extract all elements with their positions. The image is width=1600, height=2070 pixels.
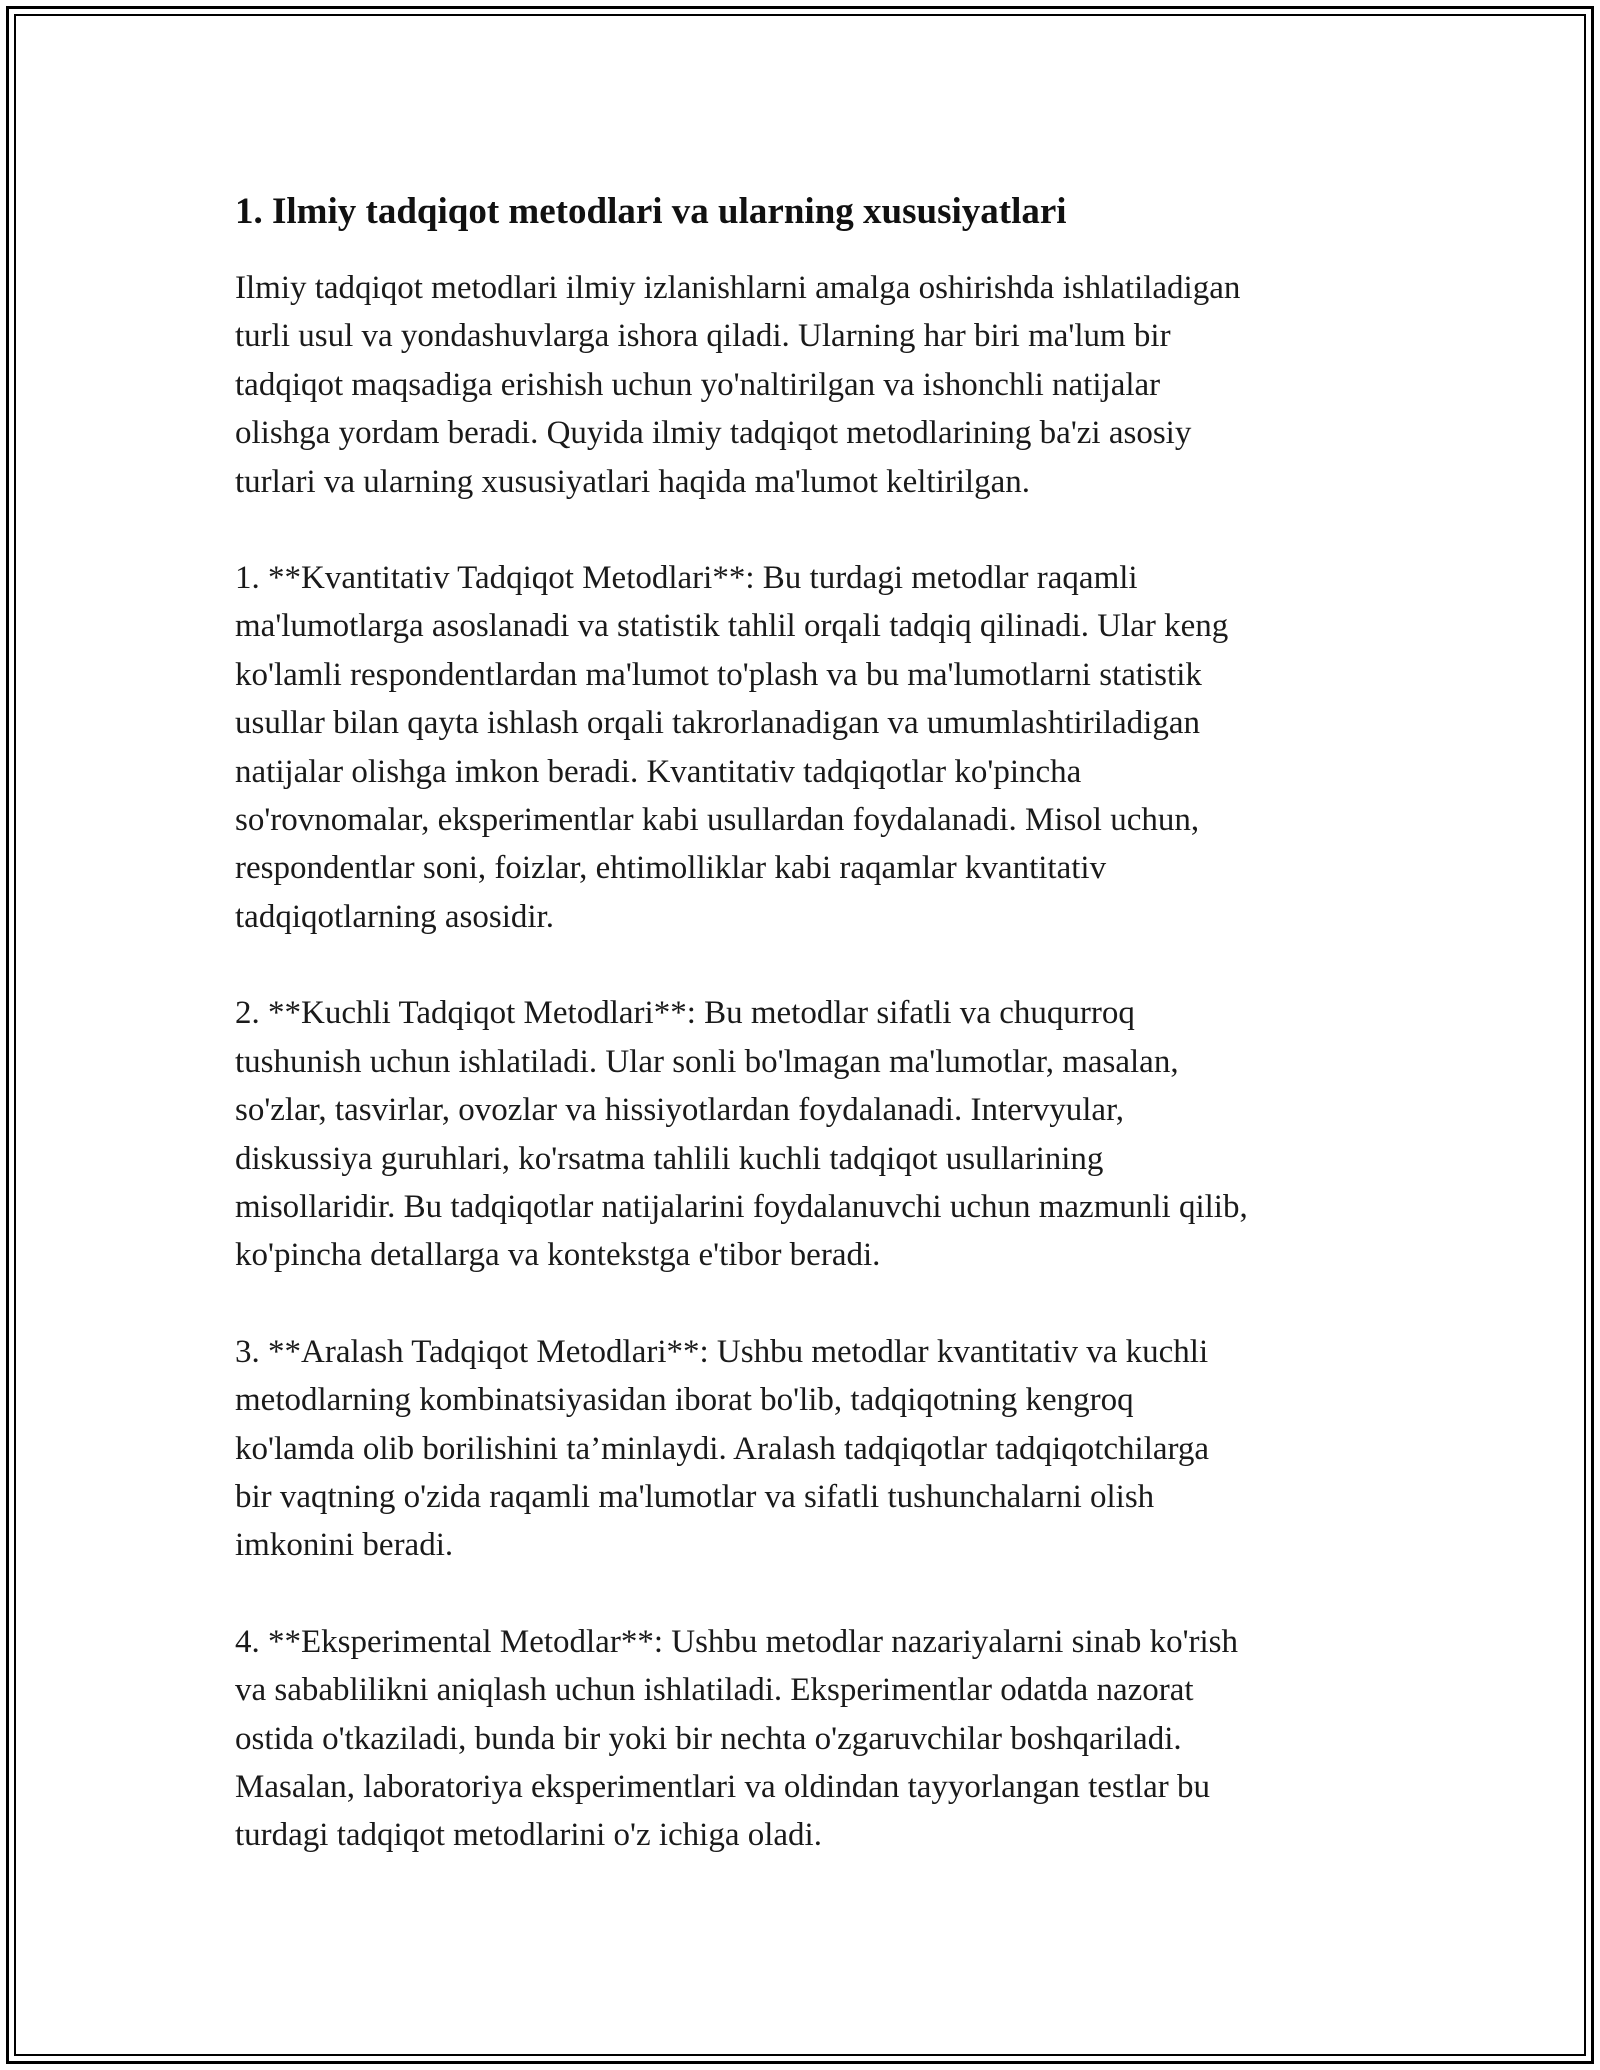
text-line: imkonini beradi. xyxy=(235,1527,454,1564)
text-line: so'zlar, tasvirlar, ovozlar va hissiyotlardan foydalanadi. Intervyular, xyxy=(235,1092,1125,1129)
text-line: turdagi tadqiqot metodlarini o'z ichiga oladi. xyxy=(235,1817,822,1854)
paragraph-gap xyxy=(235,941,1375,989)
text-line: tadqiqot maqsadiga erishish uchun yo'naltirilgan va ishonchli natijalar xyxy=(235,366,1161,403)
text-line: turli usul va yondashuvlarga ishora qiladi. Ularning har biri ma'lum bir xyxy=(235,318,1171,355)
text-line: 2. **Kuchli Tadqiqot Metodlari**: Bu metodlar sifatli va chuqurroq xyxy=(235,995,1135,1032)
text-line: ma'lumotlarga asoslanadi va statistik tahlil orqali tadqiq qilinadi. Ular keng xyxy=(235,608,1229,645)
text-line: tushunish uchun ishlatiladi. Ular sonli bo'lmagan ma'lumotlar, masalan, xyxy=(235,1043,1179,1080)
text-line: ko'lamli respondentlardan ma'lumot to'plash va bu ma'lumotlarni statistik xyxy=(235,656,1202,693)
text-line: metodlarning kombinatsiyasidan iborat bo'lib, tadqiqotning kengroq xyxy=(235,1382,1134,1419)
text-line: olishga yordam beradi. Quyida ilmiy tadqiqot metodlarining ba'zi asosiy xyxy=(235,415,1192,452)
document-body xyxy=(235,184,1375,1860)
text-line: bir vaqtning o'zida raqamli ma'lumotlar va sifatli tushunchalarni olish xyxy=(235,1478,1155,1515)
text-line: respondentlar soni, foizlar, ehtimolliklar kabi raqamlar kvantitativ xyxy=(235,850,1107,887)
text-line: turlari va ularning xususiyatlari haqida ma'lumot keltirilgan. xyxy=(235,463,1030,500)
quantitative-methods-paragraph xyxy=(235,554,1375,941)
text-line: ko'pincha detallarga va kontekstga e'tibor beradi. xyxy=(235,1237,881,1274)
text-line: diskussiya guruhlari, ko'rsatma tahlili kuchli tadqiqot usullarining xyxy=(235,1140,1104,1177)
text-line: 1. **Kvantitativ Tadqiqot Metodlari**: Bu turdagi metodlar raqamli xyxy=(235,560,1138,597)
text-line: natijalar olishga imkon beradi. Kvantitativ tadqiqotlar ko'pincha xyxy=(235,753,1082,790)
experimental-methods-paragraph xyxy=(235,1618,1375,1860)
text-line: ko'lamda olib borilishini ta’minlaydi. Aralash tadqiqotlar tadqiqotchilarga xyxy=(235,1430,1210,1467)
mixed-methods-paragraph xyxy=(235,1328,1375,1570)
text-line: misollaridir. Bu tadqiqotlar natijalarini foydalanuvchi uchun mazmunli qilib, xyxy=(235,1188,1248,1225)
text-line: 4. **Eksperimental Metodlar**: Ushbu metodlar nazariyalarni sinab ko'rish xyxy=(235,1623,1239,1660)
text-line: ostida o'tkaziladi, bunda bir yoki bir nechta o'zgaruvchilar boshqariladi. xyxy=(235,1720,1182,1757)
paragraph-gap xyxy=(235,506,1375,554)
qualitative-methods-paragraph xyxy=(235,989,1375,1279)
text-line: va sabablilikni aniqlash uchun ishlatiladi. Eksperimentlar odatda nazorat xyxy=(235,1672,1194,1709)
text-line: Masalan, laboratoriya eksperimentlari va oldindan tayyorlangan testlar bu xyxy=(235,1768,1210,1805)
text-line: tadqiqotlarning asosidir. xyxy=(235,898,554,935)
intro-paragraph xyxy=(235,264,1375,506)
paragraph-gap xyxy=(235,1570,1375,1618)
document-title: 1. Ilmiy tadqiqot metodlari va ularning xususiyatlari xyxy=(235,191,1067,232)
text-line: usullar bilan qayta ishlash orqali takrorlanadigan va umumlashtiriladigan xyxy=(235,705,1200,742)
text-line: Ilmiy tadqiqot metodlari ilmiy izlanishlarni amalga oshirishda ishlatiladigan xyxy=(235,270,1241,306)
text-line: so'rovnomalar, eksperimentlar kabi usullardan foydalanadi. Misol uchun, xyxy=(235,802,1200,839)
paragraph-gap xyxy=(235,1280,1375,1328)
text-line: 3. **Aralash Tadqiqot Metodlari**: Ushbu metodlar kvantitativ va kuchli xyxy=(235,1333,1209,1370)
